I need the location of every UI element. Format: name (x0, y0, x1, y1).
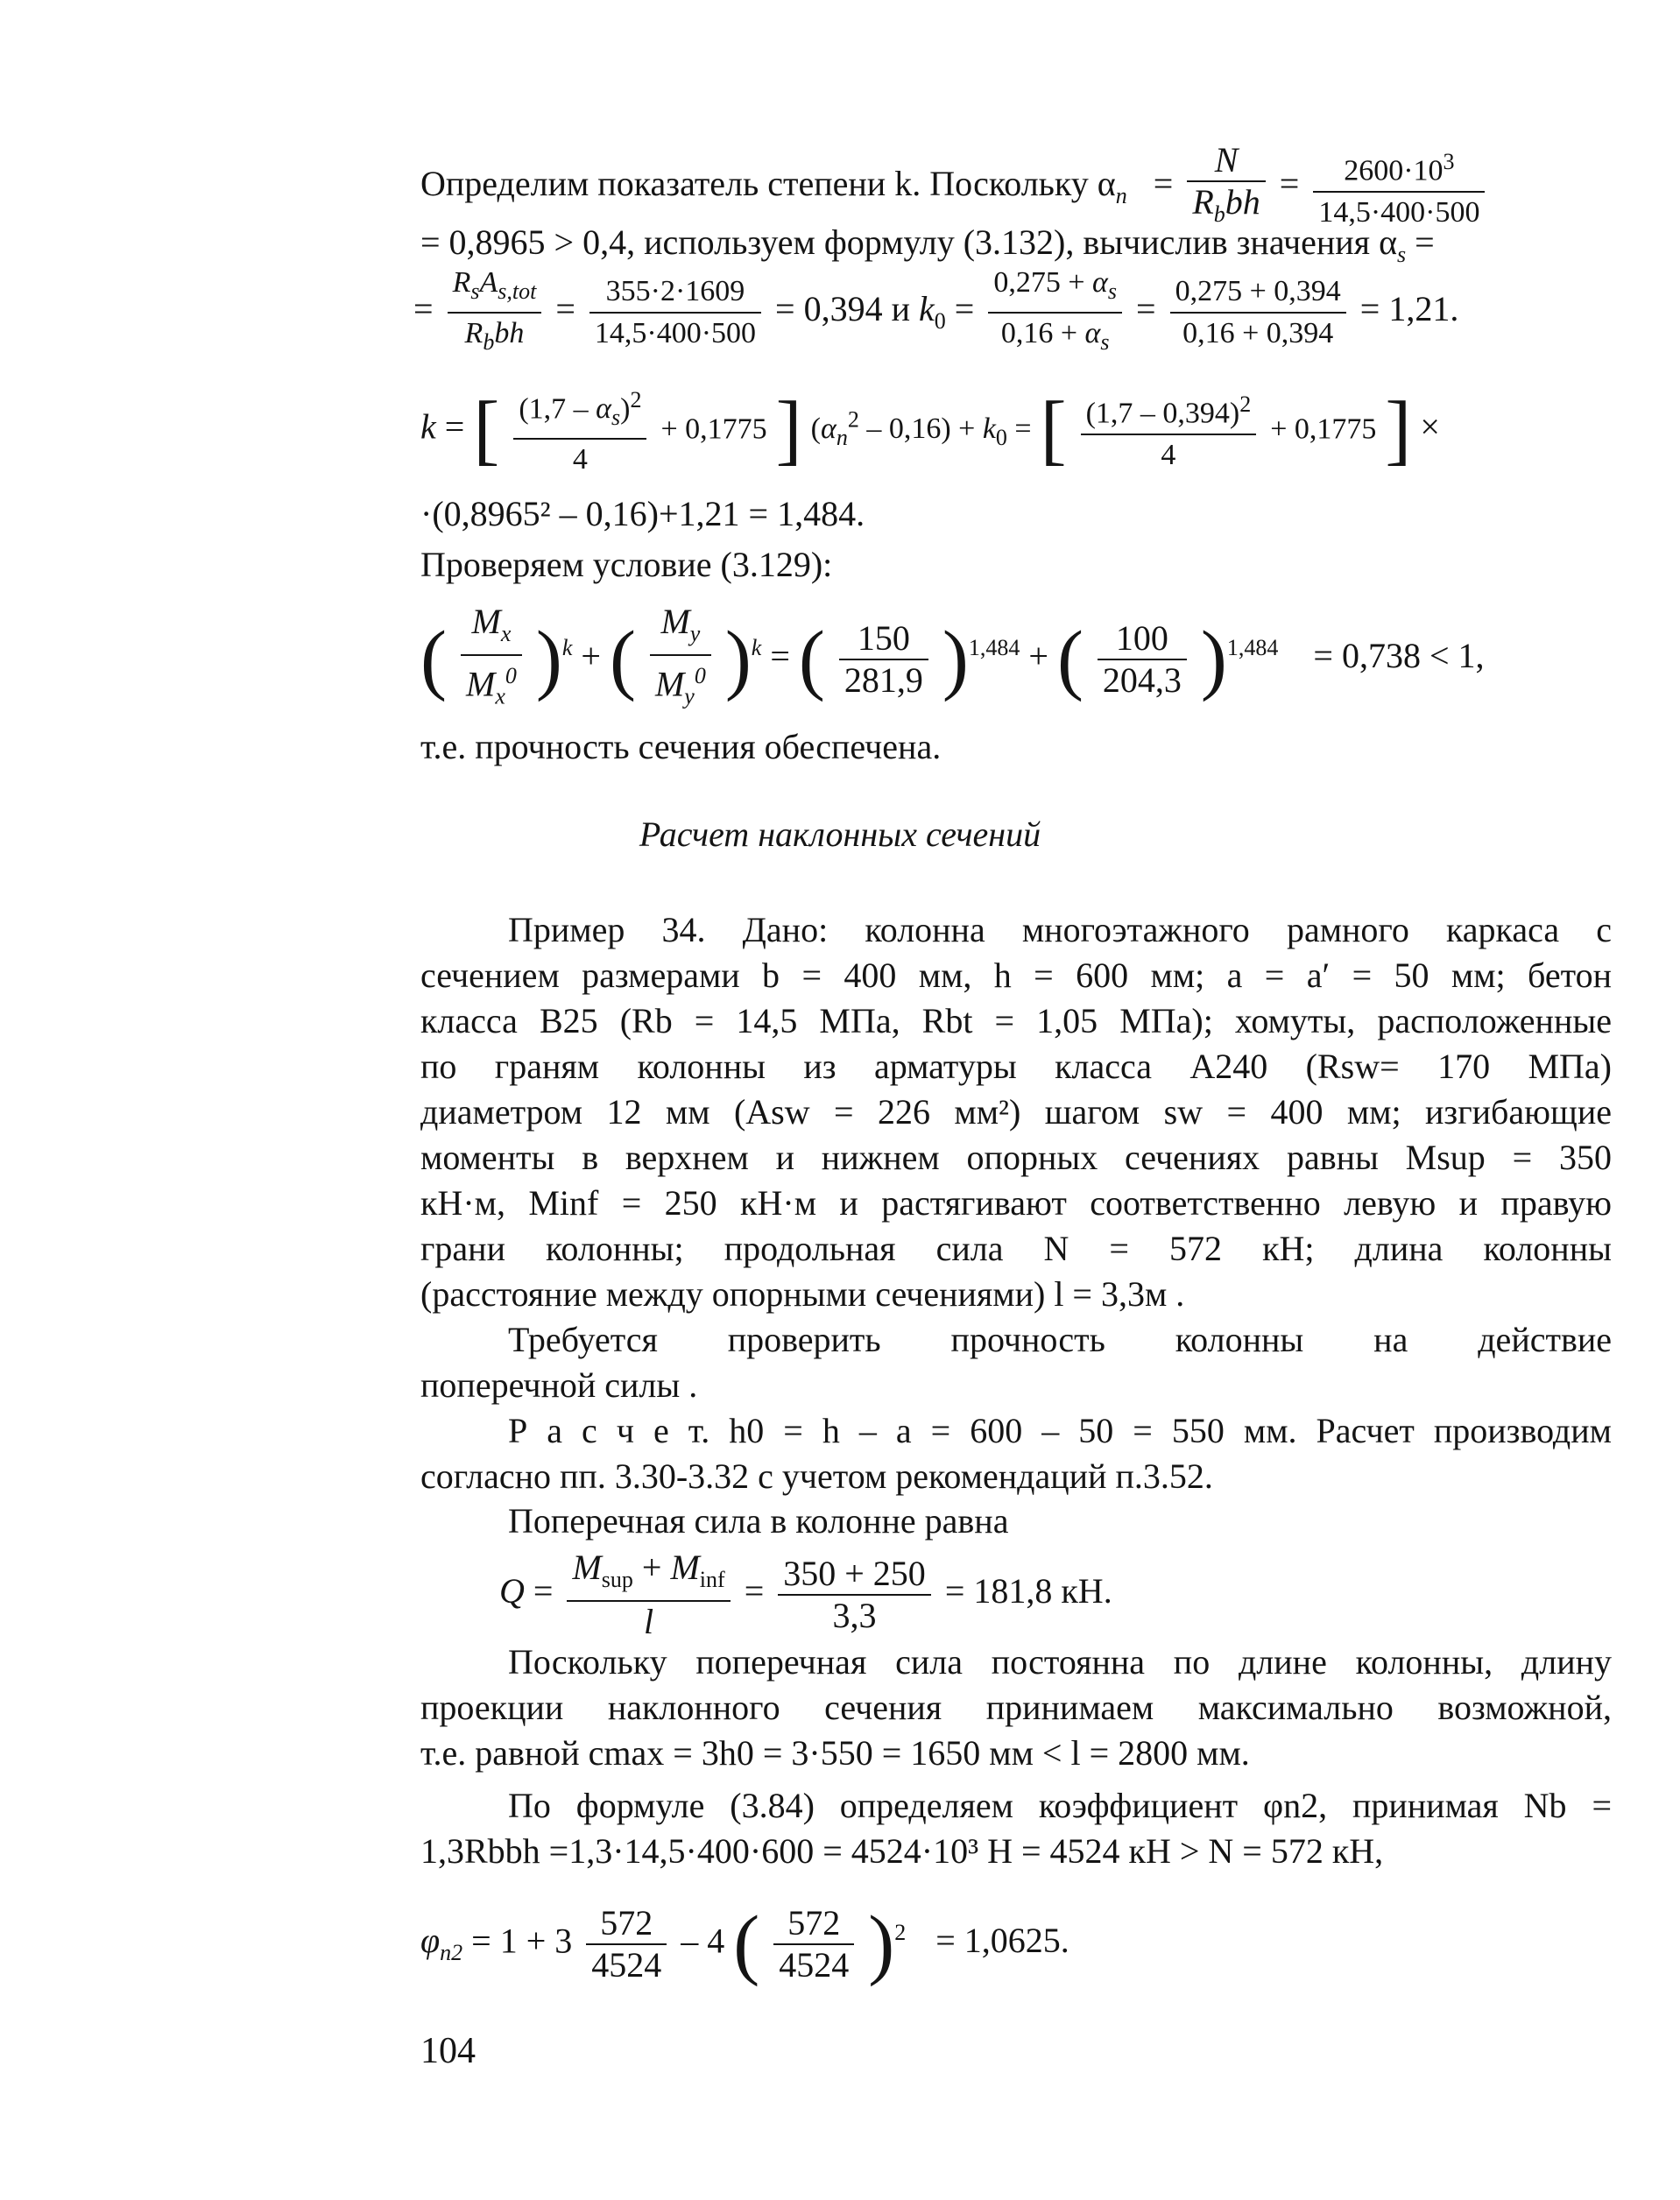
phi-line: 1,3Rbbh =1,3·14,5·400·600 = 4524·10³ Н = 4524 кН > N = 572 кН, (420, 1831, 1384, 1871)
alpha-n-value-fraction: $\frac{2600\cdot 10^3}{14,5\cdot 400\cdot 500}$ (1313, 142, 1485, 233)
k0-fraction: $\frac{0,275 + \alpha_s}{0,16 + \alpha_s}$ (988, 263, 1122, 363)
phi-fraction-2: $\frac{572}{4524}$ (773, 1903, 854, 1985)
requirement-line: поперечной силы . (420, 1365, 698, 1405)
q-fraction: $\frac{M_{sup} + M_{inf}}{l}$ (567, 1548, 730, 1642)
mx-value-fraction: $\frac{150}{281,9}$ (839, 618, 928, 701)
k0-value-fraction: $\frac{0,275 + 0,394}{0,16 + 0,394}$ (1170, 271, 1346, 354)
phi-line: По формуле (3.84) определяем коэффициент φn2, принимая Nb = (508, 1786, 1612, 1825)
k-inner-value-fraction: $\frac{(1,7 - 0,394)^2}{4}$ (1081, 384, 1257, 476)
check-condition-line: Проверяем условие (3.129): (420, 545, 833, 584)
example-line: моменты в верхнем и нижнем опорных сечениях равны Msup = 350 (420, 1138, 1612, 1177)
intro-line: Определим показатель степени k. Поскольку $\alpha_n$ = $\frac{N}{R_bbh}$ = $\frac{2600\cdot 10^3}{14,5\cdot 400\cdot 500}$ (420, 140, 1490, 235)
q-value-fraction: $\frac{350 + 250}{3,3}$ (778, 1554, 931, 1636)
as-value-fraction: $\frac{355\cdot 2\cdot 1609}{14,5\cdot 400\cdot 500}$ (589, 271, 761, 354)
example-line: диаметром 12 мм (Asw = 226 мм²) шагом sw = 400 мм; изгибающие (420, 1092, 1612, 1132)
section-heading: Расчет наклонных сечений (639, 814, 1041, 854)
shear-force-intro: Поперечная сила в колонне равна (508, 1501, 1009, 1541)
requirement-line: Требуется проверить прочность колонны на действие (508, 1320, 1612, 1359)
as-fraction: $\frac{R_sA_{s,tot}}{R_bbh}$ (448, 263, 542, 363)
my-fraction: $\frac{M_y}{M_y^0}$ (650, 602, 711, 716)
phi-fraction-1: $\frac{572}{4524}$ (586, 1903, 667, 1985)
page-number: 104 (420, 2031, 476, 2071)
alpha-s-k0-formula: = $\frac{R_sA_{s,tot}}{R_bbh}$ = $\frac{355\cdot 2\cdot 1609}{14,5\cdot 400\cdot 500}$ = 0,394 и $k_0$ = $\frac{0,275 + \alpha_s}{0,16 + \alpha_s}$ = $\frac{0,275 + 0,394}{0,16 + 0,394}$ = 1,21. (413, 263, 1458, 365)
alpha-s-intro-line: = 0,8965 > 0,4, используем формулу (3.132), вычислив значения $\alpha_s$ = (420, 222, 1435, 267)
calculation-line: Р а с ч е т. h0 = h – a = 600 – 50 = 550 мм. Расчет производим (508, 1411, 1612, 1450)
projection-line: т.е. равной cmax = 3h0 = 3·550 = 1650 мм < l = 2800 мм. (420, 1733, 1250, 1773)
example-line: по граням колонны из арматуры класса А240 (Rsw= 170 МПа) (420, 1047, 1612, 1086)
q-formula: Q = $\frac{M_{sup} + M_{inf}}{l}$ = $\frac{350 + 250}{3,3}$ = 181,8 кН. (499, 1547, 1112, 1641)
projection-line: Поскольку поперечная сила постоянна по длине колонны, длину (508, 1642, 1612, 1682)
phi-formula: $\varphi_{n2} = 1 + 3$ $\frac{572}{4524}$ – 4 ( $\frac{572}{4524}$ )$^2$ = 1,0625. (420, 1900, 1069, 1988)
alpha-s-intro-text: = 0,8965 > 0,4, используем формулу (3.132), вычислив значения α (420, 222, 1398, 262)
example-line: (расстояние между опорными сечениями) l = 3,3м . (420, 1274, 1185, 1314)
example-line: грани колонны; продольная сила N = 572 кН; длина колонны (420, 1229, 1612, 1268)
projection-line: проекции наклонного сечения принимаем максимально возможной, (420, 1688, 1612, 1727)
k-inner-fraction: $\frac{(1,7 - \alpha_s)^2}{4}$ (513, 380, 646, 480)
k-result-line: ·(0,8965² – 0,16)+1,21 = 1,484. (420, 494, 865, 533)
example-line: класса B25 (Rb = 14,5 МПа, Rbt = 1,05 МПа); хомуты, расположенные (420, 1001, 1612, 1040)
example-line: кН·м, Minf = 250 кН·м и растягивают соответственно левую и правую (420, 1183, 1612, 1223)
my-value-fraction: $\frac{100}{204,3}$ (1098, 618, 1187, 701)
example-line: Пример 34. Дано: колонна многоэтажного рамного каркаса с (508, 910, 1612, 949)
check-formula: ( $\frac{M_x}{M_x^0}$ )$^k$ + ( $\frac{M_y}{M_y^0}$ )$^k$ = ( $\frac{150}{281,9}$ )$^{1,484}$ + ( $\frac{100}{204,3}$ )$^{1,484}$ = 0,738 < 1, (420, 596, 1485, 717)
strength-conclusion: т.е. прочность сечения обеспечена. (420, 727, 942, 766)
k-formula: k = [ $\frac{(1,7 - \alpha_s)^2}{4}$ + 0,1775 ] $(\alpha_n^2 - 0,16) + k_0$ = [ $\frac{(1,7 - 0,394)^2}{4}$ + 0,1775 ] × (420, 377, 1440, 482)
calculation-line: согласно пп. 3.30-3.32 с учетом рекомендаций п.3.52. (420, 1456, 1213, 1496)
example-line: сечением размерами b = 400 мм, h = 600 мм; a = a′ = 50 мм; бетон (420, 955, 1612, 995)
mx-fraction: $\frac{M_x}{M_x^0}$ (461, 602, 522, 716)
alpha-n-fraction: $\frac{N}{R_bbh}$ (1187, 140, 1265, 235)
intro-text: Определим показатель степени k. Поскольку α (420, 164, 1116, 204)
